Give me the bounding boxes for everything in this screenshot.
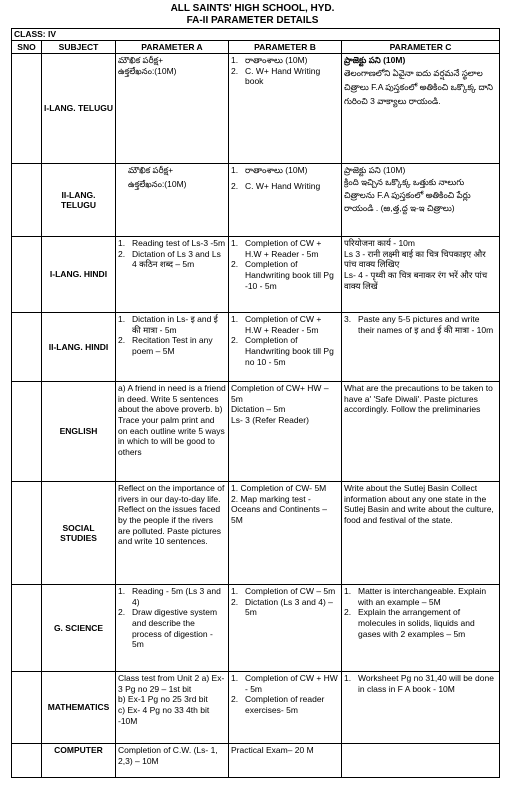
class-label: CLASS: IV [12, 29, 500, 41]
param-b-line: C. W+ Hand Writing book [245, 65, 321, 87]
param-b-line: Completion of CW + H.W + Reader - 5m [245, 238, 322, 259]
sno-cell [12, 744, 42, 778]
param-c-line: What are the precautions to be taken to have a' 'Safe Diwali'. Paste pictures accordingly. Follow the preliminaries [344, 383, 493, 415]
param-c-line: Ls- 4 - पृथ्वी का चित्र बनाकर रंग भरें और पांच वाक्य लिखें [344, 269, 488, 291]
param-b-line: Ls- 3 (Refer Reader) [231, 414, 309, 425]
param-a-line: ఉక్తలేఖనం:(10M) [118, 65, 177, 76]
param-c-line: తెలంగాణలోని ఏవైనా ఐదు వర్షమనే స్థలాల చిత్రాలు F.A పుస్తకంలో అతికించి ఒక్కొక్క దాని గురించి 3 వాక్యాలు రాయండి. [344, 67, 494, 106]
table-row [12, 672, 500, 744]
parameter-c-cell: 3. Paste any 5-5 pictures and write their names of इ and ई की मात्रा - 10m [342, 313, 500, 382]
subject-cell: MATHEMATICS [42, 672, 116, 744]
param-c-line: ప్రాజెక్టు పని (10M) [344, 55, 406, 66]
param-b-line: Dictation (Ls 3 and 4) – 5m [245, 596, 333, 618]
param-a-line: Reading test of Ls-3 -5m [132, 238, 226, 249]
param-c-line: Matter is interchangeable. Explain with an example – 5M [358, 586, 487, 607]
parameter-a-cell [116, 164, 229, 237]
param-c-line: Explain the arrangement of molecules in solids, liquids and gases with 2 examples – 5m [358, 607, 475, 639]
document-title: FA-II PARAMETER DETAILS [186, 15, 319, 26]
sno-cell [12, 482, 42, 585]
parameter-b-cell: 1. Completion of CW + H.W + Reader - 5m 2. Completion of Handwriting book till Pg no 10 - 5m [229, 313, 342, 382]
param-c-line: క్రింది ఇచ్చిన ఒక్కొక్క ఒత్తుకు నాలుగు చిత్రాలను F.A పుస్తకంలో అతికించి పేర్లు రాయండి . (ఱ,త్త,ద్ద ఇ-ఇ చిత్రాలు) [344, 176, 471, 213]
table-row [12, 237, 500, 313]
param-a-line: Dictation of Ls 3 and Ls 4 कठिन शब्द – 5m [132, 248, 221, 270]
param-a-line: Reflect on the importance of rivers in our day-to-day life. Reflect on the issues faced by the people if the rivers are polluted. Paste pictures and write 10 sentences. [118, 483, 225, 547]
param-b-line: Completion of Handwriting book till Pg no 10 - 5m [245, 335, 334, 367]
param-b-line: Completion of CW – 5m [245, 586, 336, 597]
param-b-line: Dictation – 5m [231, 404, 286, 415]
param-b-line: Practical Exam– 20 M [231, 745, 314, 756]
param-b-line: Completion of CW + H.W + Reader - 5m [245, 314, 322, 335]
subject-cell: I-LANG. HINDI [42, 237, 116, 313]
parameter-c-cell [342, 164, 500, 237]
parameter-c-cell [342, 237, 500, 313]
parameter-a-cell [116, 672, 229, 744]
param-a-line: Class test from Unit 2 a) Ex-3 Pg no 29 – 1st bit [118, 673, 225, 694]
col-header-sno: SNO [12, 40, 42, 54]
parameter-table [11, 28, 500, 778]
table-row [12, 744, 500, 778]
param-b-line: Completion of reader exercises- 5m [245, 694, 325, 715]
param-c-line: ప్రాజెక్టు పని (10M) [344, 165, 406, 176]
parameter-a-cell: 1. Reading test of Ls-3 -5m 2. Dictation of Ls 3 and Ls 4 कठिन शब्द – 5m [116, 237, 229, 313]
param-b-line: Completion of CW+ HW – 5m [231, 383, 329, 404]
table-row [12, 482, 500, 585]
parameter-b-cell [229, 482, 342, 585]
param-c-line: Ls 3 - रानी लक्ष्मी बाई का चित्र चिपकाइए और पांच वाक्य लिखिए [344, 248, 486, 270]
parameter-b-cell [229, 382, 342, 482]
param-b-line: రాతాంశాలు (10M) [245, 165, 308, 176]
param-a-line: మౌఖిక పరీక్ష+ [118, 55, 164, 66]
parameter-b-cell: 1. Completion of CW + HW - 5m 2. Completion of reader exercises- 5m [229, 672, 342, 744]
param-b-line: 2. Map marking test - Oceans and Continents – 5M [231, 493, 327, 525]
table-row [12, 54, 500, 164]
table-row [12, 585, 500, 672]
param-a-line: మౌఖిక పరీక్ష+ [128, 165, 174, 176]
subject-cell: I-LANG. TELUGU [42, 54, 116, 164]
parameter-a-cell [116, 744, 229, 778]
param-b-line: Completion of CW + HW - 5m [245, 673, 338, 694]
class-row [12, 29, 500, 41]
sno-cell [12, 672, 42, 744]
param-c-line: परियोजना कार्य - 10m [344, 238, 415, 249]
param-a-line: c) Ex- 4 Pg no 33 4th bit -10M [118, 704, 210, 726]
table-row [12, 313, 500, 382]
document-header [0, 0, 505, 27]
parameter-b-cell: 1. రాతాంశాలు (10M) 2. C. W+ Hand Writing book [229, 54, 342, 164]
param-a-line: ఉక్తలేఖనం:(10M) [128, 178, 187, 189]
parameter-c-cell [342, 744, 500, 778]
param-b-line: రాతాంశాలు (10M) [245, 55, 308, 66]
parameter-a-cell [116, 382, 229, 482]
parameter-c-cell [342, 382, 500, 482]
param-a-line: Draw digestive system and describe the process of digestion - 5m [132, 607, 218, 650]
sno-cell [12, 237, 42, 313]
param-b-line: 1. Completion of CW- 5M [231, 483, 327, 494]
parameter-a-cell: 1. Dictation in Ls- इ and ई की मात्रा - 5m 2. Recitation Test in any poem – 5M [116, 313, 229, 382]
col-header-parameter-c: PARAMETER C [342, 40, 500, 54]
parameter-b-cell: 1. రాతాంశాలు (10M) 2. C. W+ Hand Writing [229, 164, 342, 237]
sno-cell [12, 54, 42, 164]
subject-cell: II-LANG. TELUGU [42, 164, 116, 237]
parameter-c-cell: 1. Matter is interchangeable. Explain with an example – 5M 2. Explain the arrangement of molecules in solids, liquids and gases with 2 examples – 5m [342, 585, 500, 672]
col-header-parameter-b: PARAMETER B [229, 40, 342, 54]
parameter-c-cell: 1. Worksheet Pg no 31,40 will be done in class in F A book - 10M [342, 672, 500, 744]
col-header-parameter-a: PARAMETER A [116, 40, 229, 54]
parameter-a-cell: 1. Reading - 5m (Ls 3 and 4) 2. Draw digestive system and describe the process of digestion - 5m [116, 585, 229, 672]
sno-cell [12, 164, 42, 237]
subject-cell: COMPUTER [42, 744, 116, 778]
param-a-line: a) A friend in need is a friend in deed. Write 5 sentences about the above proverb. b) Trace your palm print and on each outline write 5 ways in which to will be good to others [118, 383, 226, 457]
param-c-line: Paste any 5-5 pictures and write their names of इ and ई की मात्रा - 10m [358, 314, 494, 335]
param-a-line: Reading - 5m (Ls 3 and 4) [132, 586, 221, 607]
parameter-b-cell: 1. Completion of CW + H.W + Reader - 5m 2. Completion of Handwriting book till Pg -10 - 5m [229, 237, 342, 313]
parameter-c-cell [342, 482, 500, 585]
parameter-a-cell [116, 54, 229, 164]
sno-cell [12, 382, 42, 482]
param-a-line: Dictation in Ls- इ and ई की मात्रा - 5m [132, 314, 218, 335]
param-a-line: Recitation Test in any poem – 5M [132, 335, 213, 356]
parameter-c-cell [342, 54, 500, 164]
subject-cell: II-LANG. HINDI [42, 313, 116, 382]
col-header-subject: SUBJECT [42, 40, 116, 54]
column-header-row [12, 40, 500, 54]
table-row [12, 382, 500, 482]
school-name: ALL SAINTS' HIGH SCHOOL, HYD. [170, 3, 335, 14]
parameter-a-cell [116, 482, 229, 585]
sno-cell [12, 585, 42, 672]
subject-cell: ENGLISH [42, 382, 116, 482]
sno-cell [12, 313, 42, 382]
param-c-line: Worksheet Pg no 31,40 will be done in class in F A book - 10M [358, 673, 494, 694]
parameter-b-cell [229, 744, 342, 778]
param-c-line: Write about the Sutlej Basin Collect information about any one state in the Sutlej Basin and write about the culture, food and festival of the state. [344, 483, 494, 525]
subject-cell: G. SCIENCE [42, 585, 116, 672]
param-b-line: Completion of Handwriting book till Pg -10 - 5m [245, 259, 334, 291]
param-a-line: b) Ex-1 Pg no 25 3rd bit [118, 694, 208, 705]
param-b-line: C. W+ Hand Writing [245, 180, 321, 191]
param-a-line: Completion of C.W. (Ls- 1, 2,3) – 10M [118, 745, 218, 766]
parameter-b-cell: 1. Completion of CW – 5m 2. Dictation (Ls 3 and 4) – 5m [229, 585, 342, 672]
table-row [12, 164, 500, 237]
subject-cell: SOCIAL STUDIES [42, 482, 116, 585]
